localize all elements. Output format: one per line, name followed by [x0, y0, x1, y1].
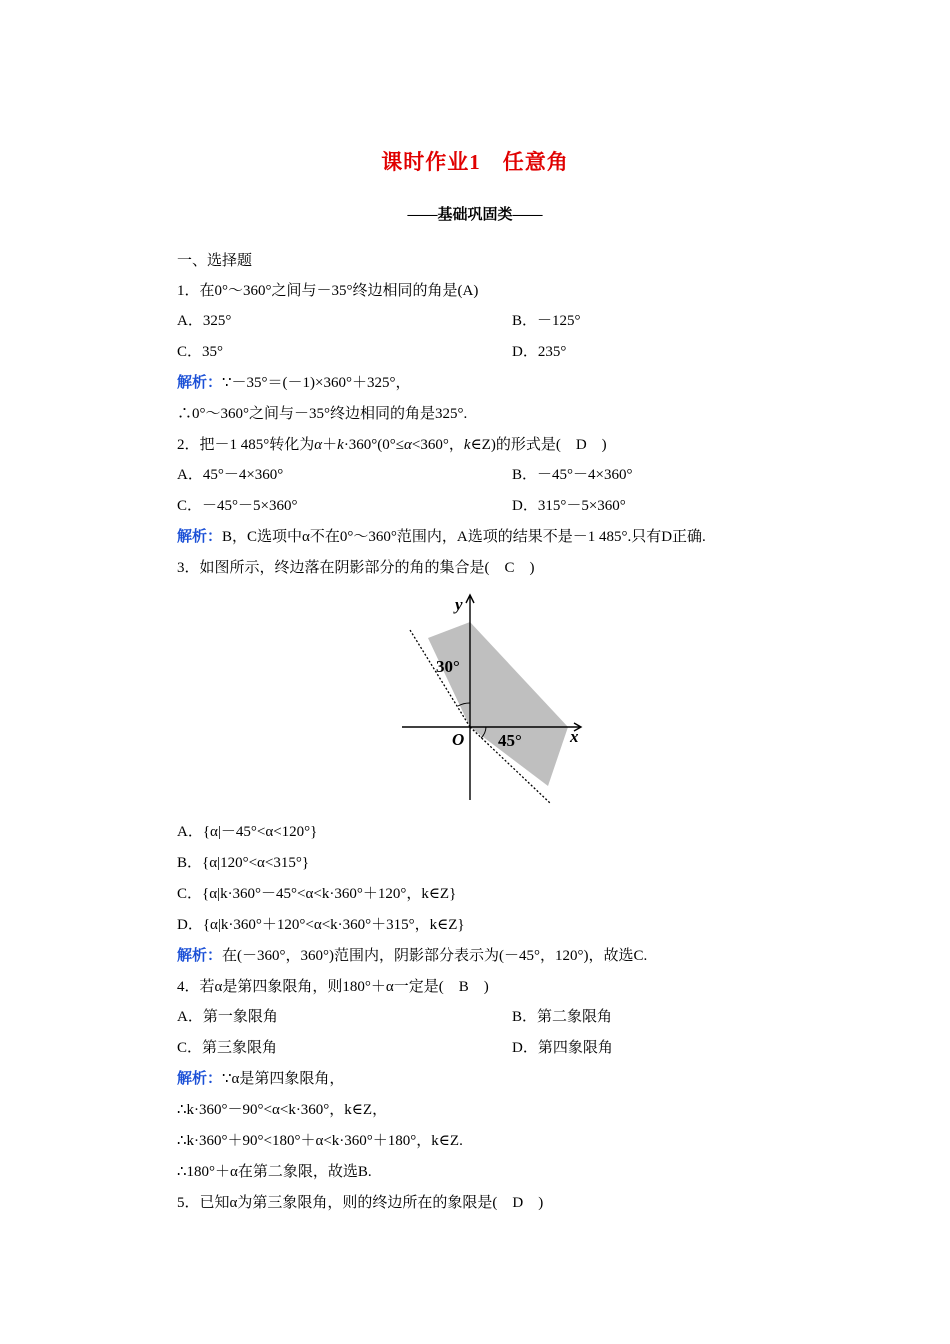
q4-analysis-line-2: ∴k·360°－90°<α<k·360°，k∈Z， — [177, 1102, 388, 1118]
analysis-label: 解析： — [177, 375, 223, 391]
q1-stem: 1．在0°～360°之间与－35°终边相同的角是(A) — [177, 283, 479, 299]
q2-stem-part: ∈Z)的形式是( D ) — [470, 437, 607, 453]
q4-option-b: B．第二象限角 — [512, 1009, 613, 1025]
q2-stem-part: <360°， — [411, 437, 464, 453]
q4-stem: 4．若α是第四象限角，则180°＋α一定是( B ) — [177, 979, 489, 995]
section-title: ——基础巩固类—— — [407, 207, 543, 223]
q3-option-a: A．{α|－45°<α<120°} — [177, 824, 318, 840]
q2-analysis — [177, 527, 706, 547]
q2-stem-part: ·360°(0°≤ — [343, 437, 405, 453]
q1-option-c: C．35° — [177, 344, 224, 360]
page-title: 课时作业1 任意角 — [381, 150, 569, 174]
q5-stem: 5．已知α为第三象限角，则的终边所在的象限是( D ) — [177, 1195, 544, 1211]
analysis-label: 解析： — [177, 948, 223, 964]
analysis-text: 在(－360°，360°)范围内，阴影部分表示为(－45°，120°)，故选C. — [222, 948, 648, 964]
q2-option-d: D．315°－5×360° — [512, 498, 626, 514]
angle-label-30: 30° — [436, 657, 460, 676]
q3-analysis — [177, 946, 647, 966]
q1-analysis-line-2: ∴0°～360°之间与－35°终边相同的角是325°. — [177, 406, 468, 422]
origin-label: O — [452, 730, 465, 749]
analysis-label: 解析： — [177, 1071, 223, 1087]
q4-analysis-line-1 — [177, 1069, 344, 1089]
q4-option-d: D．第四象限角 — [512, 1040, 613, 1056]
analysis-text: B，C选项中α不在0°～360°范围内，A选项的结果不是－1 485°.只有D正确. — [222, 529, 706, 545]
q1-analysis-line-1 — [177, 373, 411, 393]
q3-option-b: B．{α|120°<α<315°} — [177, 855, 310, 871]
q1-option-a: A．325° — [177, 313, 232, 329]
q4-analysis-line-4: ∴180°＋α在第二象限，故选B. — [177, 1164, 372, 1180]
q1-option-d: D．235° — [512, 344, 567, 360]
shaded-region — [428, 622, 568, 786]
q3-option-d: D．{α|k·360°＋120°<α<k·360°＋315°，k∈Z} — [177, 917, 465, 933]
q2-option-c: C．－45°－5×360° — [177, 498, 298, 514]
q2-option-a: A．45°－4×360° — [177, 467, 284, 483]
y-axis-label: y — [455, 595, 463, 614]
q2-stem-part: α — [314, 437, 323, 453]
q2-stem-part: α — [404, 437, 412, 453]
q4-option-c: C．第三象限角 — [177, 1040, 278, 1056]
analysis-label: 解析： — [177, 529, 223, 545]
q2-stem-part: k — [463, 437, 471, 453]
x-axis-label: x — [570, 727, 579, 746]
q2-stem-part: k — [337, 437, 344, 453]
angle-label-45: 45° — [498, 731, 522, 750]
q2-stem-part: ＋ — [322, 437, 338, 453]
q3-stem: 3．如图所示，终边落在阴影部分的角的集合是( C ) — [177, 560, 535, 576]
q2-stem — [177, 435, 607, 455]
analysis-text: ∵－35°＝(－1)×360°＋325°， — [222, 375, 411, 391]
q4-analysis-line-3: ∴k·360°＋90°<180°＋α<k·360°＋180°，k∈Z. — [177, 1133, 463, 1149]
q2-stem-part: 2．把－1 485°转化为 — [177, 437, 315, 453]
part-heading: 一、选择题 — [177, 253, 253, 269]
q3-option-c: C．{α|k·360°－45°<α<k·360°＋120°，k∈Z} — [177, 886, 457, 902]
analysis-text: ∵α是第四象限角， — [222, 1071, 345, 1087]
q4-option-a: A．第一象限角 — [177, 1009, 278, 1025]
q1-option-b: B．－125° — [512, 313, 581, 329]
angle-diagram — [400, 590, 590, 805]
q2-option-b: B．－45°－4×360° — [512, 467, 633, 483]
